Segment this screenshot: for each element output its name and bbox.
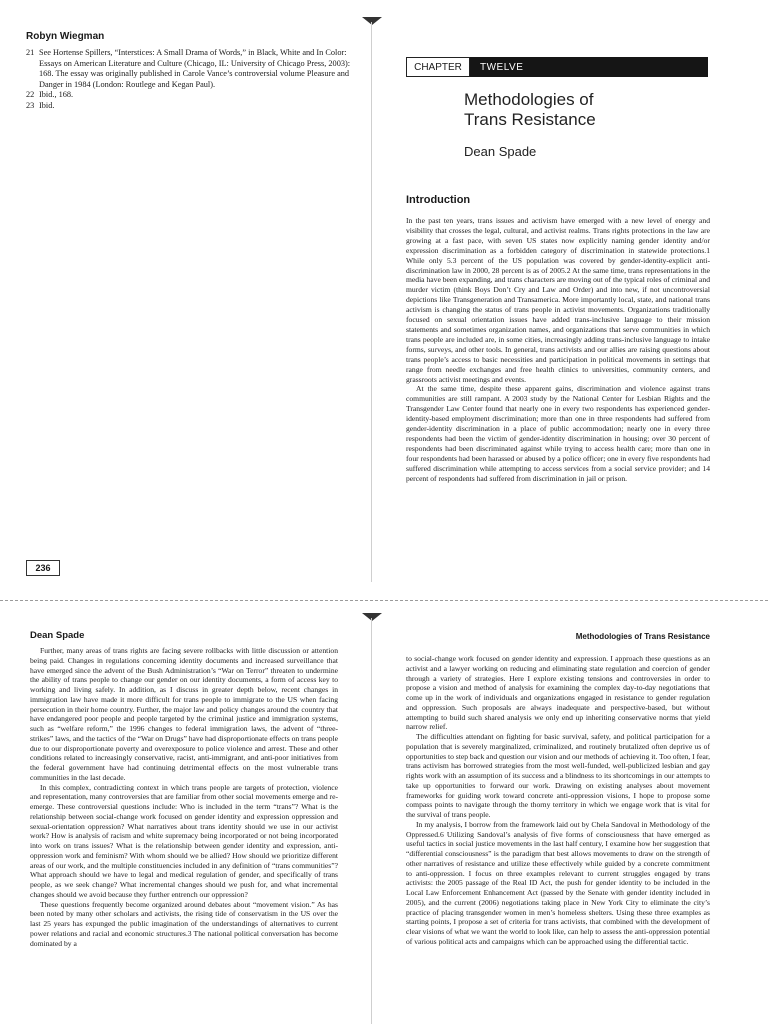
- bottom-spread: [0, 600, 768, 1024]
- binding-mark-icon: [362, 612, 382, 622]
- running-head: Methodologies of Trans Resistance: [575, 632, 710, 641]
- chapter-number: TWELVE: [470, 57, 708, 77]
- chapter-label: CHAPTER: [406, 57, 470, 77]
- endnote-number: 22: [26, 90, 35, 100]
- section-heading: Introduction: [406, 194, 471, 206]
- paragraph: Further, many areas of trans rights are facing severe rollbacks with little discussion or attention being paid. Changes in regulations concerning identity documents and increased surveillance that have emerged since the advent of the Bush Administration’s “War on Terror” threaten to undermine the ability of trans people to change our gender on our identity documents, a form of access key to working and living safely. In addition, as I discuss in greater depth below, recent changes in immigration law have made it more difficult for trans people to immigrate to the US when facing persecution in their home country. Further, the major law and policy changes around the country that have endangered poor people and people targeted by the criminal justice and immigration systems, such as “welfare reform,” the 1996 changes to federal immigration laws, the advent of “three-strikes” laws, and the tactics of the “War on Drugs” have had disproportionate effects on trans people due to our disproportionate poverty and overexposure to police violence and arrest. These and other conditions related to increasingly conservative, racist, anti-immigrant, and anti-poor initiatives from the federal government have had continuing detrimental effects on the most vulnerable trans communities in the last decade.: [30, 646, 338, 782]
- chapter-title-line: Trans Resistance: [464, 110, 596, 129]
- paragraph: In the past ten years, trans issues and activism have emerged with a new level of energy and visibility that crosses the legal, cultural, and activist realms. Trans rights protections in the law are growing at a fast pace, with seven US states now explicitly naming gender identity and/or expression discrimination as a forbidden category of discrimination in statewide protections.1 While only 5.3 percent of the US population was covered by gender-identity-explicit anti-discrimination law in 2000, 28 percent is as of 2005.2 At the same time, trans representations in the media have been expanding, and trans characters are moving out of the typical roles of criminal and murder victim (think Boys Don’t Cry and Law and Order) and into new, if not uncontroversial depictions like Transgeneration and Transamerica. More importantly local, state, and national trans activism is changing the status of trans people in activist movements. Organizations traditionally focused on sexual orientation issues have added trans-inclusive language to their mission statements and sometimes organization names, and organizations that serve communities in which trans people are included are, in some cities, increasingly adding trans-inclusive language to intake forms, surveys, and other tools. In general, trans activists and our allies are raising questions about trans people’s access to basic necessities and participation in political movements in settings that range from needle exchanges and free health clinics to universities, community centers, and grassroots activist meetings and events.: [406, 216, 710, 384]
- endnote-number: 23: [26, 100, 35, 110]
- endnote: [26, 48, 356, 90]
- endnote: [26, 101, 356, 112]
- binding-line: [371, 618, 372, 1024]
- endnote-text: See Hortense Spillers, “Interstices: A Small Drama of Words,” in Black, White and In Color: Essays on American Literature and Culture (Chicago, IL: University of Chicago Press, 2003): 168. The essay was originally published in Carole Vance’s controversial volume Pleasure and Danger in 1984 (London: Routlege and Kegan Paul).: [39, 48, 351, 89]
- endnotes: [26, 48, 356, 112]
- chapter-title-line: Methodologies of: [464, 90, 594, 109]
- running-head: Dean Spade: [30, 630, 85, 641]
- running-head: Robyn Wiegman: [26, 31, 105, 42]
- page-number: 236: [26, 560, 60, 576]
- paragraph: to social-change work focused on gender identity and expression. I approach these questions as an activist and a lawyer working on reducing and eliminating state regulation and coercion of gender through a variety of strategies. Here I explore existing tensions and controversies in order to propose a vision and method of analysis for examining the complex day-to-day negotiations that come up in the work of individuals and organizations engaged in resistance to gender regulation and oppression. Such proposals are always inadequate and perspective-based, but without attempting to build such shared analysis we only end up inheriting conservative norms that yield narrow relief.: [406, 654, 710, 732]
- paragraph: These questions frequently become organized around debates about “movement vision.” As has been noted by many other scholars and activists, the rising tide of conservatism in the US over the last 25 years has expunged the public imagination of the understandings of alternatives to current power relations and racial and economic structures.3 The national political conversation has become dominated by a: [30, 899, 338, 948]
- binding-mark-icon: [362, 16, 382, 26]
- paragraph: In my analysis, I borrow from the framework laid out by Chela Sandoval in Methodology of the Oppressed.6 Utilizing Sandoval’s analysis of five forms of consciousness that have emerged as useful tactics in social justice movements in the last half century, I examine how her suggestion that “differential consciousness” is the paradigm that best allows movements to draw on the strength of other narratives of resistance and utilize these effectively while guided by a concrete commitment to anti-oppression. I focus on three examples relevant to current struggles engaged by trans activists: the 2005 passage of the Real ID Act, the push for gender identity to be included in the Local Law Enforcement Enhancement Act (passed by the Senate with gender identity included in 2005), and the current (2006) negotiations taking place in New York City to eliminate the city’s practice of placing transgender women in men’s homeless shelters. Using these three examples as starting points, I propose a set of criteria for trans activists, that combined with the development of clear visions of what we want the world to look like, can help to assess the anti-oppression potential of various political acts and campaigns which can be approached using the differential tactic.: [406, 819, 710, 946]
- binding-line: [371, 22, 372, 582]
- introduction-text: [406, 216, 710, 483]
- paragraph: The difficulties attendant on fighting for basic survival, safety, and political participation for a population that is severely marginalized, criminalized, and routinely brutalized often deprive us of opportunities to step back and question our vision and our methods of achieving it. Too often, I fear, trans activism has borrowed strategies from the most well-funded, well-publicized lesbian and gay rights work with an assumption of its success and a blindness to its shortcomings in our attempts to take up opportunities to forward our work. Drawing on existing analyses about movement frameworks for guiding work toward concrete anti-oppression visions, I hope to propose some compass points to navigate through the thorny territory in which we engage work that is vital for the survival of trans people.: [406, 732, 710, 819]
- chapter-banner: [406, 57, 708, 77]
- paragraph: In this complex, contradicting context in which trans people are targets of protection, violence and representation, many controversies that are familiar from other social movements emerge and re-emerge. These controversial questions include: Who is included in the term “trans”? What is the relationship between social-change work focused on gender identity and expression oppression and sexual-orientation oppression? What narratives about trans identity should we use in our activist work? How is analysis of racism and white supremacy being incorporated or not being incorporated into work on trans issues? What is the relationship between gender identity and expression, anti-oppression work and feminism? With whom should we be allied? How should we prioritize different areas of our work, and the multiple constituencies included in any definition of “trans communities”? What approach should we have to legal and medical regulation of gender, and specifically of trans people, as we seek change? What incremental changes should we push for, and what incremental changes should we avoid because they further entrench our oppression?: [30, 782, 338, 899]
- chapter-author: Dean Spade: [464, 144, 537, 159]
- endnote-text: Ibid.: [39, 100, 55, 110]
- endnote: [26, 90, 356, 101]
- endnote-number: 21: [26, 48, 35, 57]
- chapter-title: [464, 90, 714, 130]
- endnote-text: Ibid., 168.: [39, 90, 74, 100]
- body-text: [406, 654, 710, 947]
- paragraph: At the same time, despite these apparent gains, discrimination and violence against trans communities are still rampant. A 2003 study by the National Center for Lesbian Rights and the Transgender Law Center found that nearly one in every two respondents has experienced gender-identity-based employment discrimination; more than one in three respondents had suffered from gender-identity discrimination in a place of public accommodation; nearly one in every three respondents had been the victim of gender-identity discrimination in housing; over 30 percent of respondents had been discriminated against while trying to access health care; more than one in four respondents had been harassed or abused by a police officer; one in every five respondents had suffered discrimination while attempting to access services from a social service provider; and 14 percent of respondents had suffered from discrimination in jail or prison.: [406, 384, 710, 483]
- body-text: [30, 646, 338, 948]
